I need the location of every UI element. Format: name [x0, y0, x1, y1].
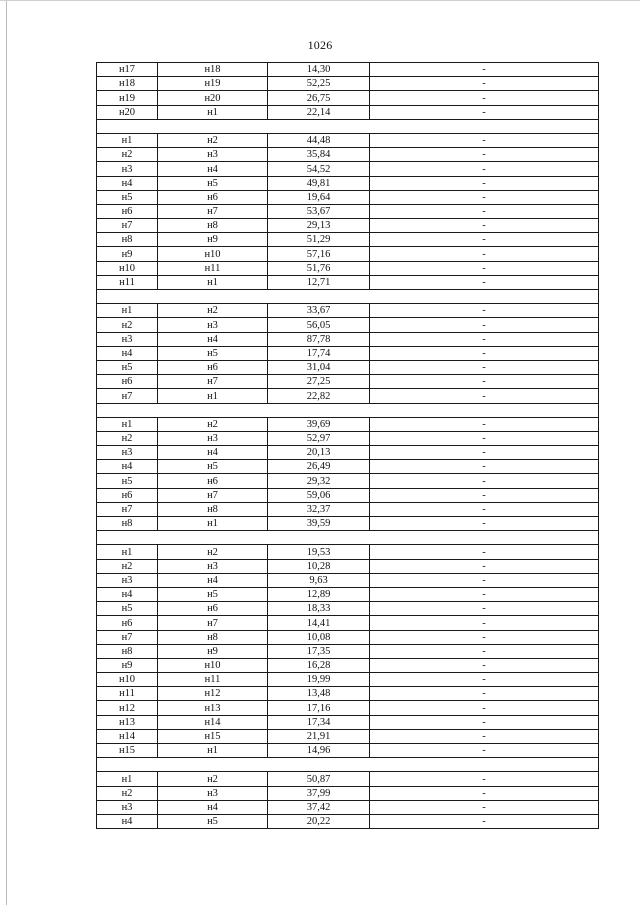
table-row: [97, 247, 599, 261]
point-to-cell: н3: [158, 431, 268, 445]
block-separator: [97, 290, 599, 304]
table-row: [97, 602, 599, 616]
point-from-cell: н2: [97, 318, 158, 332]
length-cell: 10,28: [268, 559, 370, 573]
length-cell: 37,99: [268, 786, 370, 800]
length-cell: 32,37: [268, 502, 370, 516]
angle-cell: -: [370, 687, 599, 701]
length-cell: 17,74: [268, 346, 370, 360]
angle-cell: -: [370, 417, 599, 431]
point-to-cell: н7: [158, 204, 268, 218]
table-row: [97, 573, 599, 587]
length-cell: 22,82: [268, 389, 370, 403]
point-from-cell: н4: [97, 176, 158, 190]
angle-cell: -: [370, 332, 599, 346]
angle-cell: -: [370, 658, 599, 672]
angle-cell: -: [370, 77, 599, 91]
angle-cell: -: [370, 715, 599, 729]
table-row: [97, 375, 599, 389]
table-row: [97, 431, 599, 445]
table-row: [97, 190, 599, 204]
point-from-cell: н3: [97, 162, 158, 176]
separator-cell: [97, 403, 599, 417]
block-separator: [97, 119, 599, 133]
point-to-cell: н3: [158, 559, 268, 573]
point-to-cell: н1: [158, 517, 268, 531]
point-to-cell: н10: [158, 247, 268, 261]
table-row: [97, 275, 599, 289]
table-row: [97, 673, 599, 687]
angle-cell: -: [370, 587, 599, 601]
segments-table: [96, 62, 599, 829]
length-cell: 52,97: [268, 431, 370, 445]
point-to-cell: н2: [158, 772, 268, 786]
point-to-cell: н9: [158, 644, 268, 658]
angle-cell: -: [370, 502, 599, 516]
point-from-cell: н10: [97, 261, 158, 275]
angle-cell: -: [370, 460, 599, 474]
length-cell: 22,14: [268, 105, 370, 119]
length-cell: 12,71: [268, 275, 370, 289]
table-row: [97, 91, 599, 105]
angle-cell: -: [370, 63, 599, 77]
table-row: [97, 417, 599, 431]
length-cell: 9,63: [268, 573, 370, 587]
angle-cell: -: [370, 389, 599, 403]
point-from-cell: н15: [97, 744, 158, 758]
point-from-cell: н7: [97, 219, 158, 233]
table-row: [97, 644, 599, 658]
table-row: [97, 786, 599, 800]
point-to-cell: н9: [158, 233, 268, 247]
length-cell: 57,16: [268, 247, 370, 261]
length-cell: 35,84: [268, 148, 370, 162]
point-from-cell: н6: [97, 375, 158, 389]
table-row: [97, 517, 599, 531]
point-from-cell: н2: [97, 431, 158, 445]
length-cell: 12,89: [268, 587, 370, 601]
length-cell: 37,42: [268, 800, 370, 814]
angle-cell: -: [370, 304, 599, 318]
point-from-cell: н1: [97, 545, 158, 559]
table-row: [97, 346, 599, 360]
point-from-cell: н6: [97, 204, 158, 218]
point-from-cell: н1: [97, 304, 158, 318]
point-from-cell: н4: [97, 587, 158, 601]
point-from-cell: н9: [97, 247, 158, 261]
length-cell: 33,67: [268, 304, 370, 318]
point-to-cell: н1: [158, 105, 268, 119]
point-to-cell: н5: [158, 346, 268, 360]
point-from-cell: н17: [97, 63, 158, 77]
scan-edge-left: [0, 0, 7, 905]
length-cell: 21,91: [268, 729, 370, 743]
angle-cell: -: [370, 673, 599, 687]
point-to-cell: н5: [158, 176, 268, 190]
point-from-cell: н6: [97, 488, 158, 502]
angle-cell: -: [370, 233, 599, 247]
angle-cell: -: [370, 729, 599, 743]
table-row: [97, 687, 599, 701]
point-from-cell: н2: [97, 148, 158, 162]
angle-cell: -: [370, 545, 599, 559]
point-from-cell: н4: [97, 346, 158, 360]
point-to-cell: н10: [158, 658, 268, 672]
block-separator: [97, 531, 599, 545]
scan-edge-top: [0, 0, 640, 1]
point-from-cell: н18: [97, 77, 158, 91]
point-to-cell: н4: [158, 162, 268, 176]
point-to-cell: н13: [158, 701, 268, 715]
length-cell: 49,81: [268, 176, 370, 190]
segments-table-container: [96, 62, 599, 829]
separator-cell: [97, 290, 599, 304]
table-row: [97, 148, 599, 162]
point-to-cell: н1: [158, 275, 268, 289]
angle-cell: -: [370, 133, 599, 147]
angle-cell: -: [370, 176, 599, 190]
length-cell: 16,28: [268, 658, 370, 672]
table-row: [97, 204, 599, 218]
point-to-cell: н6: [158, 602, 268, 616]
table-row: [97, 729, 599, 743]
point-from-cell: н1: [97, 417, 158, 431]
table-row: [97, 800, 599, 814]
point-from-cell: н2: [97, 559, 158, 573]
point-from-cell: н6: [97, 616, 158, 630]
length-cell: 50,87: [268, 772, 370, 786]
table-row: [97, 814, 599, 828]
point-to-cell: н18: [158, 63, 268, 77]
point-to-cell: н2: [158, 417, 268, 431]
point-from-cell: н9: [97, 658, 158, 672]
length-cell: 52,25: [268, 77, 370, 91]
point-to-cell: н6: [158, 360, 268, 374]
length-cell: 19,53: [268, 545, 370, 559]
length-cell: 29,32: [268, 474, 370, 488]
point-from-cell: н4: [97, 814, 158, 828]
point-to-cell: н14: [158, 715, 268, 729]
point-to-cell: н1: [158, 389, 268, 403]
point-to-cell: н4: [158, 332, 268, 346]
length-cell: 44,48: [268, 133, 370, 147]
table-row: [97, 559, 599, 573]
angle-cell: -: [370, 105, 599, 119]
point-from-cell: н5: [97, 474, 158, 488]
point-from-cell: н7: [97, 630, 158, 644]
table-row: [97, 446, 599, 460]
block-separator: [97, 758, 599, 772]
separator-cell: [97, 758, 599, 772]
point-to-cell: н7: [158, 375, 268, 389]
point-from-cell: н5: [97, 360, 158, 374]
point-to-cell: н7: [158, 616, 268, 630]
angle-cell: -: [370, 744, 599, 758]
table-row: [97, 176, 599, 190]
table-row: [97, 332, 599, 346]
separator-cell: [97, 119, 599, 133]
length-cell: 20,13: [268, 446, 370, 460]
length-cell: 19,99: [268, 673, 370, 687]
point-from-cell: н3: [97, 800, 158, 814]
point-from-cell: н19: [97, 91, 158, 105]
angle-cell: -: [370, 375, 599, 389]
length-cell: 13,48: [268, 687, 370, 701]
length-cell: 14,41: [268, 616, 370, 630]
angle-cell: -: [370, 573, 599, 587]
table-row: [97, 63, 599, 77]
point-from-cell: н8: [97, 517, 158, 531]
table-row: [97, 460, 599, 474]
point-to-cell: н4: [158, 446, 268, 460]
segments-table-body: [97, 63, 599, 829]
table-row: [97, 77, 599, 91]
point-from-cell: н5: [97, 602, 158, 616]
point-from-cell: н7: [97, 502, 158, 516]
table-row: [97, 701, 599, 715]
point-from-cell: н8: [97, 644, 158, 658]
point-to-cell: н15: [158, 729, 268, 743]
angle-cell: -: [370, 701, 599, 715]
angle-cell: -: [370, 247, 599, 261]
length-cell: 87,78: [268, 332, 370, 346]
angle-cell: -: [370, 275, 599, 289]
point-to-cell: н3: [158, 318, 268, 332]
angle-cell: -: [370, 91, 599, 105]
length-cell: 14,96: [268, 744, 370, 758]
angle-cell: -: [370, 559, 599, 573]
angle-cell: -: [370, 644, 599, 658]
block-separator: [97, 403, 599, 417]
angle-cell: -: [370, 800, 599, 814]
point-to-cell: н5: [158, 460, 268, 474]
length-cell: 54,52: [268, 162, 370, 176]
point-from-cell: н2: [97, 786, 158, 800]
point-from-cell: н11: [97, 687, 158, 701]
table-row: [97, 162, 599, 176]
length-cell: 20,22: [268, 814, 370, 828]
length-cell: 51,76: [268, 261, 370, 275]
length-cell: 27,25: [268, 375, 370, 389]
point-to-cell: н1: [158, 744, 268, 758]
table-row: [97, 233, 599, 247]
table-row: [97, 616, 599, 630]
angle-cell: -: [370, 474, 599, 488]
length-cell: 17,16: [268, 701, 370, 715]
length-cell: 31,04: [268, 360, 370, 374]
angle-cell: -: [370, 602, 599, 616]
point-to-cell: н3: [158, 786, 268, 800]
table-row: [97, 261, 599, 275]
table-row: [97, 318, 599, 332]
point-from-cell: н14: [97, 729, 158, 743]
point-to-cell: н12: [158, 687, 268, 701]
angle-cell: -: [370, 261, 599, 275]
point-to-cell: н5: [158, 814, 268, 828]
point-to-cell: н6: [158, 190, 268, 204]
length-cell: 10,08: [268, 630, 370, 644]
length-cell: 39,59: [268, 517, 370, 531]
table-row: [97, 304, 599, 318]
separator-cell: [97, 531, 599, 545]
point-from-cell: н1: [97, 772, 158, 786]
table-row: [97, 219, 599, 233]
point-from-cell: н12: [97, 701, 158, 715]
length-cell: 56,05: [268, 318, 370, 332]
table-row: [97, 360, 599, 374]
page-number: 1026: [307, 38, 333, 52]
angle-cell: -: [370, 616, 599, 630]
point-from-cell: н4: [97, 460, 158, 474]
table-row: [97, 545, 599, 559]
angle-cell: -: [370, 360, 599, 374]
angle-cell: -: [370, 162, 599, 176]
table-row: [97, 488, 599, 502]
point-from-cell: н11: [97, 275, 158, 289]
point-to-cell: н20: [158, 91, 268, 105]
point-to-cell: н8: [158, 502, 268, 516]
angle-cell: -: [370, 148, 599, 162]
point-from-cell: н3: [97, 332, 158, 346]
table-row: [97, 133, 599, 147]
angle-cell: -: [370, 517, 599, 531]
length-cell: 14,30: [268, 63, 370, 77]
point-to-cell: н7: [158, 488, 268, 502]
table-row: [97, 744, 599, 758]
point-from-cell: н5: [97, 190, 158, 204]
point-to-cell: н4: [158, 800, 268, 814]
point-from-cell: н10: [97, 673, 158, 687]
length-cell: 17,35: [268, 644, 370, 658]
angle-cell: -: [370, 219, 599, 233]
table-row: [97, 658, 599, 672]
point-to-cell: н19: [158, 77, 268, 91]
point-to-cell: н2: [158, 133, 268, 147]
point-from-cell: н8: [97, 233, 158, 247]
length-cell: 18,33: [268, 602, 370, 616]
point-to-cell: н2: [158, 545, 268, 559]
length-cell: 51,29: [268, 233, 370, 247]
table-row: [97, 502, 599, 516]
point-to-cell: н2: [158, 304, 268, 318]
point-to-cell: н5: [158, 587, 268, 601]
length-cell: 53,67: [268, 204, 370, 218]
length-cell: 26,49: [268, 460, 370, 474]
length-cell: 59,06: [268, 488, 370, 502]
angle-cell: -: [370, 318, 599, 332]
length-cell: 39,69: [268, 417, 370, 431]
length-cell: 17,34: [268, 715, 370, 729]
angle-cell: -: [370, 814, 599, 828]
angle-cell: -: [370, 346, 599, 360]
point-to-cell: н8: [158, 219, 268, 233]
point-from-cell: н7: [97, 389, 158, 403]
table-row: [97, 772, 599, 786]
point-to-cell: н8: [158, 630, 268, 644]
table-row: [97, 715, 599, 729]
point-from-cell: н3: [97, 446, 158, 460]
table-row: [97, 389, 599, 403]
angle-cell: -: [370, 630, 599, 644]
point-from-cell: н3: [97, 573, 158, 587]
table-row: [97, 587, 599, 601]
point-from-cell: н13: [97, 715, 158, 729]
length-cell: 29,13: [268, 219, 370, 233]
length-cell: 26,75: [268, 91, 370, 105]
point-to-cell: н4: [158, 573, 268, 587]
angle-cell: -: [370, 446, 599, 460]
table-row: [97, 630, 599, 644]
angle-cell: -: [370, 431, 599, 445]
angle-cell: -: [370, 190, 599, 204]
angle-cell: -: [370, 786, 599, 800]
angle-cell: -: [370, 204, 599, 218]
angle-cell: -: [370, 488, 599, 502]
point-from-cell: н1: [97, 133, 158, 147]
point-to-cell: н3: [158, 148, 268, 162]
point-to-cell: н11: [158, 673, 268, 687]
angle-cell: -: [370, 772, 599, 786]
table-row: [97, 105, 599, 119]
point-from-cell: н20: [97, 105, 158, 119]
table-row: [97, 474, 599, 488]
point-to-cell: н11: [158, 261, 268, 275]
point-to-cell: н6: [158, 474, 268, 488]
length-cell: 19,64: [268, 190, 370, 204]
